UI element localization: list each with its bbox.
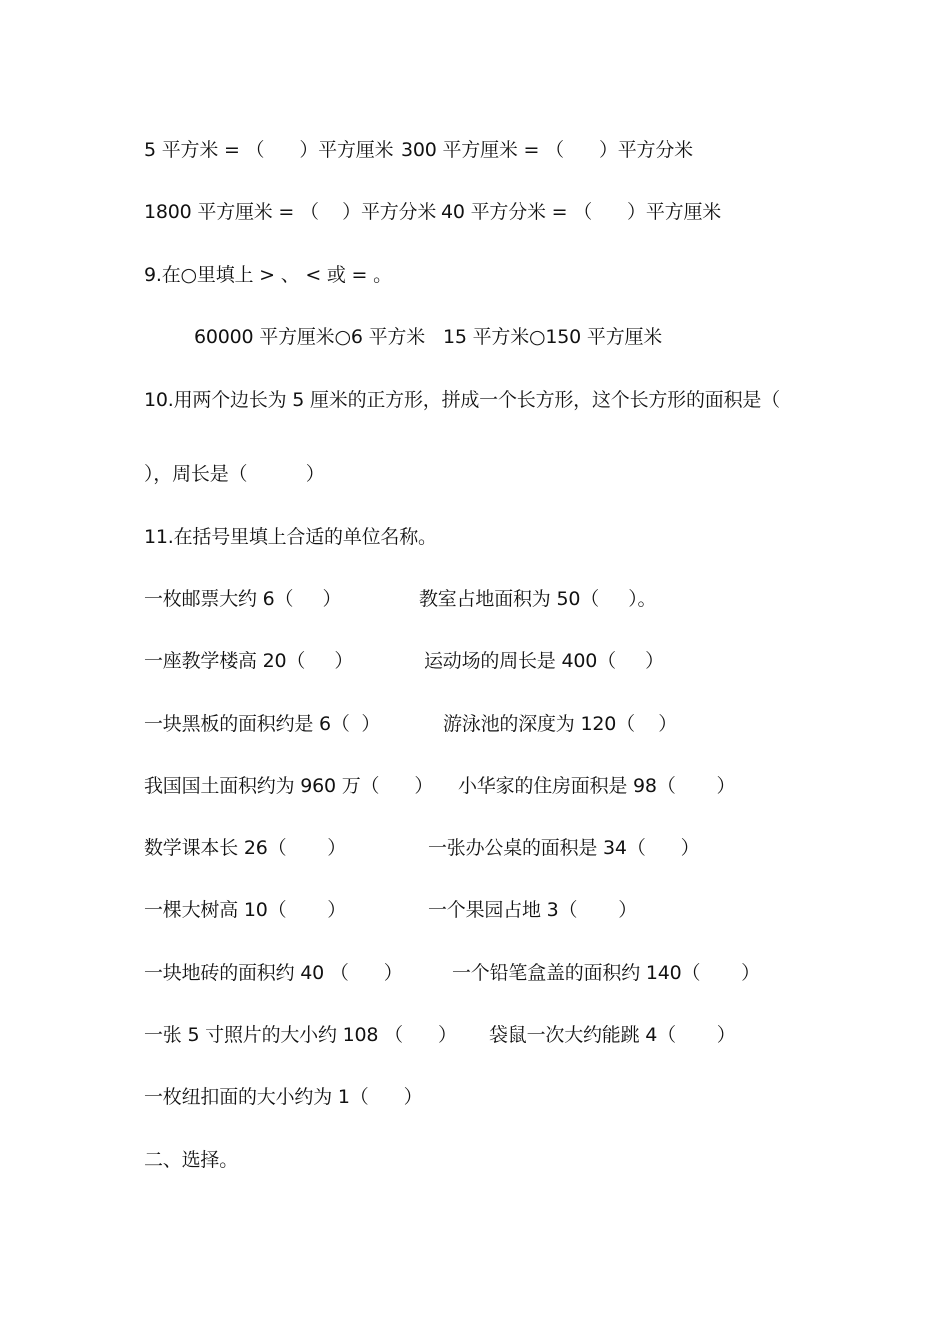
question-10-line2: ），周长是（ ）	[144, 463, 325, 485]
conversion-row2-right: 40 平方分米 = （ ）平方厘米	[441, 201, 722, 223]
unit-item-left: 一枚纽扣面的大小约为 1（ ）	[144, 1086, 423, 1108]
unit-item-right: 小华家的住房面积是 98（ ）	[458, 775, 736, 797]
unit-item-right: 教室占地面积为 50（ ）。	[419, 588, 657, 610]
unit-item-left: 我国国土面积约为 960 万（ ）	[144, 775, 434, 797]
unit-item-right: 游泳池的深度为 120（ ）	[443, 713, 678, 735]
unit-item-right: 袋鼠一次大约能跳 4（ ）	[489, 1024, 736, 1046]
unit-item-right: 一张办公桌的面积是 34（ ）	[428, 837, 700, 859]
unit-item-left: 一座教学楼高 20（ ）	[144, 650, 354, 672]
unit-item-left: 一张 5 寸照片的大小约 108 （ ）	[144, 1024, 457, 1046]
section-2-title: 二、选择。	[144, 1149, 239, 1171]
question-9-title: 9.在○里填上 > 、 < 或 = 。	[144, 264, 392, 286]
unit-item-right: 运动场的周长是 400（ ）	[424, 650, 664, 672]
unit-item-left: 数学课本长 26（ ）	[144, 837, 347, 859]
conversion-row1-right: 300 平方厘米 = （ ）平方分米	[401, 139, 693, 161]
conversion-row2-left: 1800 平方厘米 = （ ）平方分米	[144, 201, 437, 223]
unit-item-left: 一块地砖的面积约 40 （ ）	[144, 962, 403, 984]
question-10-line1: 10.用两个边长为 5 厘米的正方形，拼成一个长方形，这个长方形的面积是（	[144, 389, 780, 411]
question-9-item-right: 15 平方米○150 平方厘米	[443, 326, 663, 348]
unit-item-left: 一枚邮票大约 6（ ）	[144, 588, 342, 610]
conversion-row1-left: 5 平方米 = （ ）平方厘米	[144, 139, 394, 161]
question-11-title: 11.在括号里填上合适的单位名称。	[144, 526, 437, 548]
unit-item-left: 一棵大树高 10（ ）	[144, 899, 347, 921]
question-9-item-left: 60000 平方厘米○6 平方米	[194, 326, 425, 348]
unit-item-right: 一个铅笔盒盖的面积约 140（ ）	[452, 962, 760, 984]
unit-item-left: 一块黑板的面积约是 6（ ）	[144, 713, 381, 735]
unit-item-right: 一个果园占地 3（ ）	[428, 899, 638, 921]
